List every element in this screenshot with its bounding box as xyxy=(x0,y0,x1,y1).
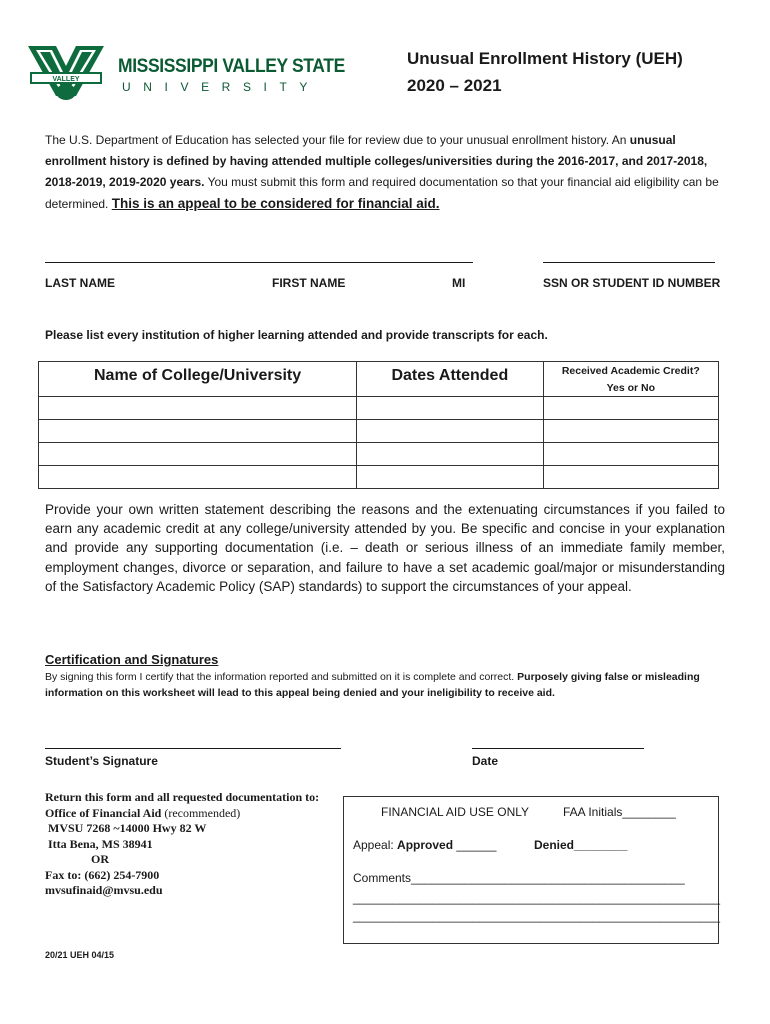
col-header-name: Name of College/University xyxy=(39,362,357,397)
logo-text: VALLEY xyxy=(52,76,80,83)
appeal-label: Appeal: xyxy=(353,838,394,852)
certification-statement: By signing this form I certify that the information reported and submitted on it is complete and correct. xyxy=(45,671,518,683)
form-version: 20/21 UEH 04/15 xyxy=(45,950,115,960)
table-header-row xyxy=(39,362,719,397)
cell-credit[interactable] xyxy=(543,420,718,443)
university-logo xyxy=(26,44,106,104)
intro-text-1: The U.S. Department of Education has selected your file for review due to your unusual enrollment history. An xyxy=(45,133,630,147)
date-line[interactable] xyxy=(472,748,644,749)
mi-label: MI xyxy=(452,276,466,290)
form-title: Unusual Enrollment History (UEH) xyxy=(407,49,683,68)
cell-credit[interactable] xyxy=(543,466,718,489)
cell-name[interactable] xyxy=(39,443,357,466)
cell-dates[interactable] xyxy=(357,466,543,489)
cell-dates[interactable] xyxy=(357,397,543,420)
last-name-label: LAST NAME xyxy=(45,276,115,290)
institutions-prompt: Please list every institution of higher learning attended and provide transcripts for each. xyxy=(45,328,548,342)
return-office: Office of Financial Aid (recommended) xyxy=(45,805,241,820)
university-name: MISSISSIPPI VALLEY STATE xyxy=(118,56,345,77)
table-row xyxy=(39,397,719,420)
table-row xyxy=(39,466,719,489)
comments-field[interactable]: Comments_________________________________________ xyxy=(353,871,685,885)
return-city: Itta Bena, MS 38941 xyxy=(48,836,153,851)
financial-aid-box xyxy=(343,796,719,944)
signature-line[interactable] xyxy=(45,748,341,749)
cell-credit[interactable] xyxy=(543,443,718,466)
date-label: Date xyxy=(472,754,499,768)
return-email[interactable]: mvsufinaid@mvsu.edu xyxy=(45,883,163,897)
col-header-dates: Dates Attended xyxy=(357,362,543,397)
cell-dates[interactable] xyxy=(357,443,543,466)
intro-definition: unusual enrollment history is defined by having attended multiple colleges/universities during the 2016-2017, and 2017-2018, 2018-2019, 2019-2020 years. xyxy=(45,133,708,189)
comments-line[interactable]: _______________________________________________________ xyxy=(353,891,721,905)
return-or: OR xyxy=(91,852,109,866)
certification-heading: Certification and Signatures xyxy=(45,652,219,667)
fa-use-only-title: FINANCIAL AID USE ONLY xyxy=(381,805,530,819)
certification-warning: Purposely giving false or misleading information on this worksheet will lead to this appeal being denied and your ineligibility to receive aid. xyxy=(45,671,700,699)
cell-name[interactable] xyxy=(39,466,357,489)
comments-line[interactable]: _______________________________________________________ xyxy=(353,909,721,923)
ssn-label: SSN OR STUDENT ID NUMBER xyxy=(543,276,721,290)
cell-credit[interactable] xyxy=(543,397,718,420)
form-year: 2020 – 2021 xyxy=(407,76,502,95)
appeal-decision xyxy=(353,838,496,852)
appeal-notice: This is an appeal to be considered for financial aid. xyxy=(111,196,440,211)
table-row xyxy=(39,420,719,443)
cell-dates[interactable] xyxy=(357,420,543,443)
first-name-label: FIRST NAME xyxy=(272,276,346,290)
university-sub: UNIVERSITY xyxy=(122,80,321,94)
certification-text xyxy=(45,670,735,701)
approved-line[interactable]: ______ xyxy=(453,838,497,852)
ssn-input-line[interactable] xyxy=(543,262,715,263)
name-input-line[interactable] xyxy=(45,262,473,263)
cell-name[interactable] xyxy=(39,397,357,420)
return-address: MVSU 7268 ~14000 Hwy 82 W xyxy=(48,821,207,835)
denied-field[interactable]: Denied________ xyxy=(534,838,628,852)
table-row xyxy=(39,443,719,466)
faa-initials[interactable]: FAA Initials________ xyxy=(563,805,676,819)
student-signature-label: Student’s Signature xyxy=(45,754,158,768)
approved-label: Approved xyxy=(397,838,454,852)
cell-name[interactable] xyxy=(39,420,357,443)
col-header-credit: Received Academic Credit? Yes or No xyxy=(543,362,718,397)
return-heading: Return this form and all requested documentation to: xyxy=(45,790,320,804)
return-instructions xyxy=(45,790,319,899)
intro-paragraph xyxy=(45,130,735,215)
return-fax: Fax to: (662) 254-7900 xyxy=(45,867,160,882)
institutions-table xyxy=(38,361,719,489)
intro-text-2: You must submit this form and required documentation so that your financial aid eligibility can be determined. xyxy=(45,175,719,211)
statement-instructions: Provide your own written statement describing the reasons and the extenuating circumstances if you failed to earn any academic credit at any college/university attended by you. Be specific and concise in your explanation and provide any supporting documentation (i.e. – death or serious illness of an immediate family member, employment changes, divorce or separation, and failure to have a set academic goal/major or misunderstanding of the Satisfactory Academic Policy (SAP) standards) to support the circumstances of your appeal. xyxy=(45,502,725,594)
